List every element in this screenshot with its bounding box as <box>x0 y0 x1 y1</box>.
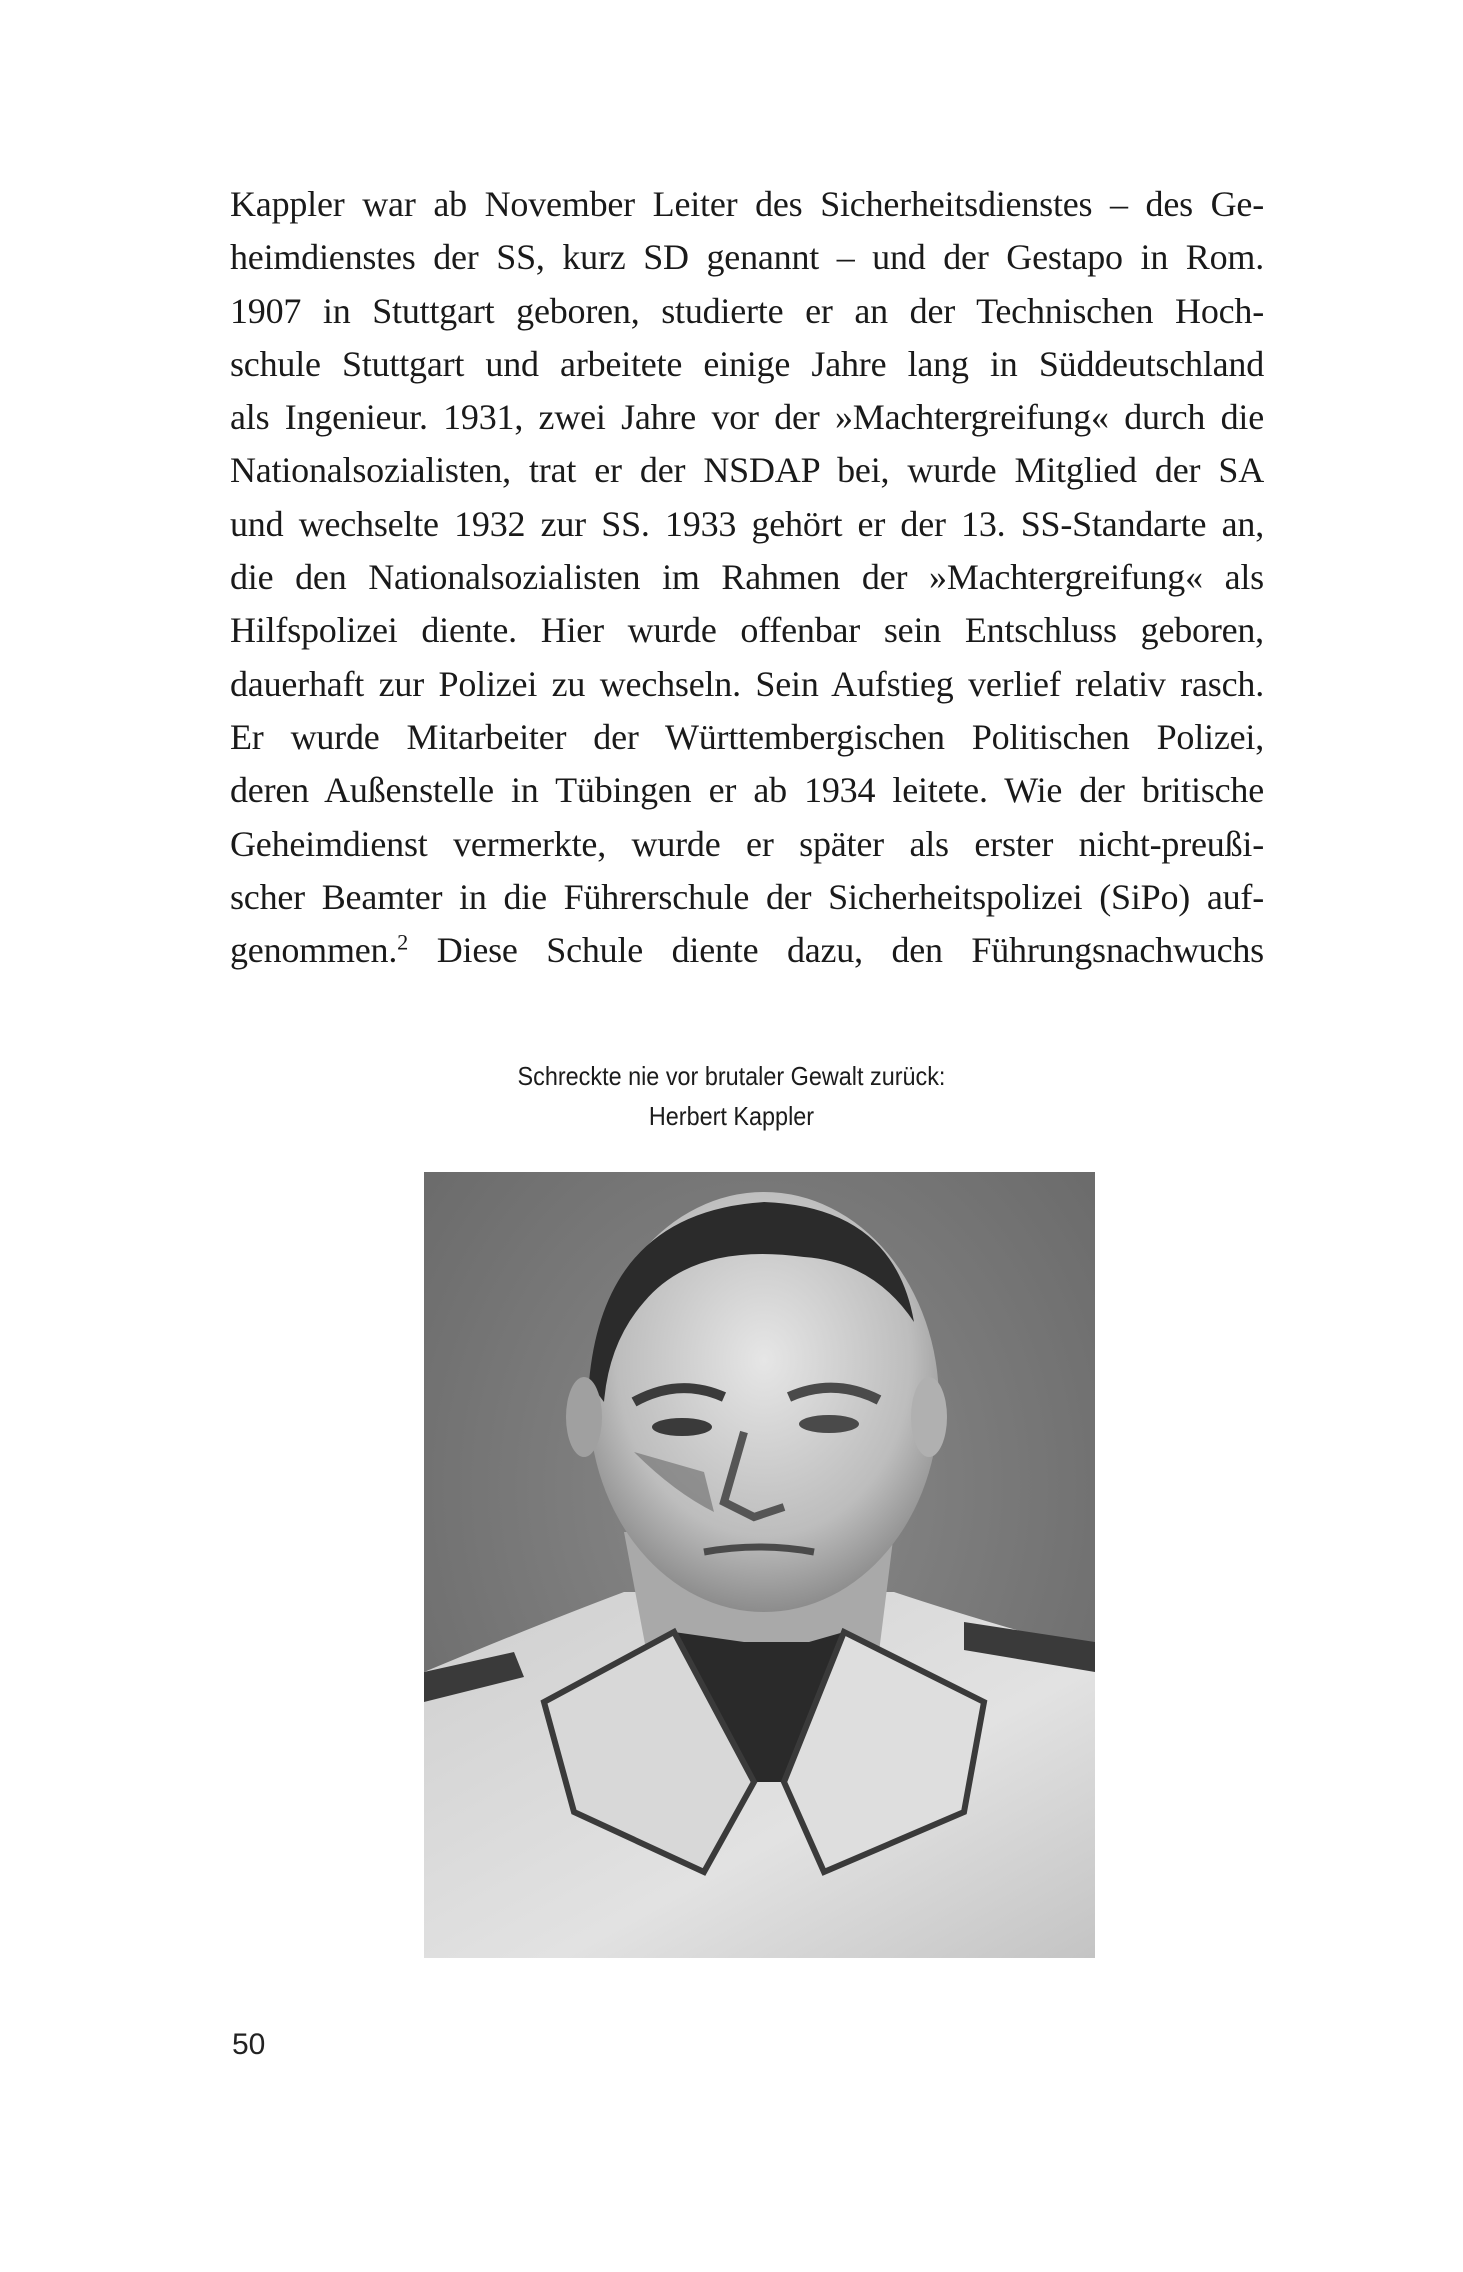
portrait-photo <box>424 1172 1095 1958</box>
text-line: dauerhaft zur Polizei zu wechseln. Sein Aufstieg verlief relativ rasch. <box>230 663 1264 704</box>
text-line: deren Außenstelle in Tübingen er ab 1934 leitete. Wie der britische <box>230 770 1264 811</box>
footnote-marker[interactable]: 2 <box>397 929 409 955</box>
eye-left <box>652 1418 712 1436</box>
text-line: 1907 in Stuttgart geboren, studierte er an der Technischen Hoch- <box>230 290 1264 331</box>
text-line: heimdienstes der SS, kurz SD genannt – und der Gestapo in Rom. <box>230 237 1264 278</box>
eye-right <box>799 1415 859 1433</box>
ear-right <box>911 1377 947 1457</box>
ear-left <box>566 1377 602 1457</box>
figure-caption <box>343 1056 1120 1136</box>
caption-line: Herbert Kappler <box>648 1101 815 1131</box>
text-line: Hilfspolizei diente. Hier wurde offenbar sein Entschluss geboren, <box>230 610 1264 651</box>
text-line: Kappler war ab November Leiter des Sicherheitsdienstes – des Ge- <box>230 184 1264 224</box>
text-fragment: Diese Schule diente dazu, den Führungsnachwuchs <box>408 930 1264 971</box>
text-line: scher Beamter in die Führerschule der Sicherheitspolizei (SiPo) auf- <box>230 876 1264 917</box>
text-line-last <box>230 924 1264 977</box>
caption-line: Schreckte nie vor brutaler Gewalt zurück: <box>517 1061 946 1091</box>
body-text <box>230 178 1264 977</box>
text-line: Er wurde Mitarbeiter der Württembergischen Politischen Polizei, <box>230 716 1264 757</box>
text-line: die den Nationalsozialisten im Rahmen der »Machtergreifung« als <box>230 557 1264 598</box>
text-line: Geheimdienst vermerkte, wurde er später als erster nicht-preußi- <box>230 823 1264 864</box>
text-fragment: genommen. <box>230 930 398 971</box>
text-line: schule Stuttgart und arbeitete einige Jahre lang in Süddeutschland <box>230 343 1264 384</box>
text-line: und wechselte 1932 zur SS. 1933 gehört er der 13. SS-Standarte an, <box>230 503 1264 544</box>
page-number: 50 <box>232 2028 266 2061</box>
text-line: Nationalsozialisten, trat er der NSDAP bei, wurde Mitglied der SA <box>230 450 1264 491</box>
portrait-photo-graphic <box>424 1172 1095 1958</box>
text-line: als Ingenieur. 1931, zwei Jahre vor der »Machtergreifung« durch die <box>230 397 1264 438</box>
